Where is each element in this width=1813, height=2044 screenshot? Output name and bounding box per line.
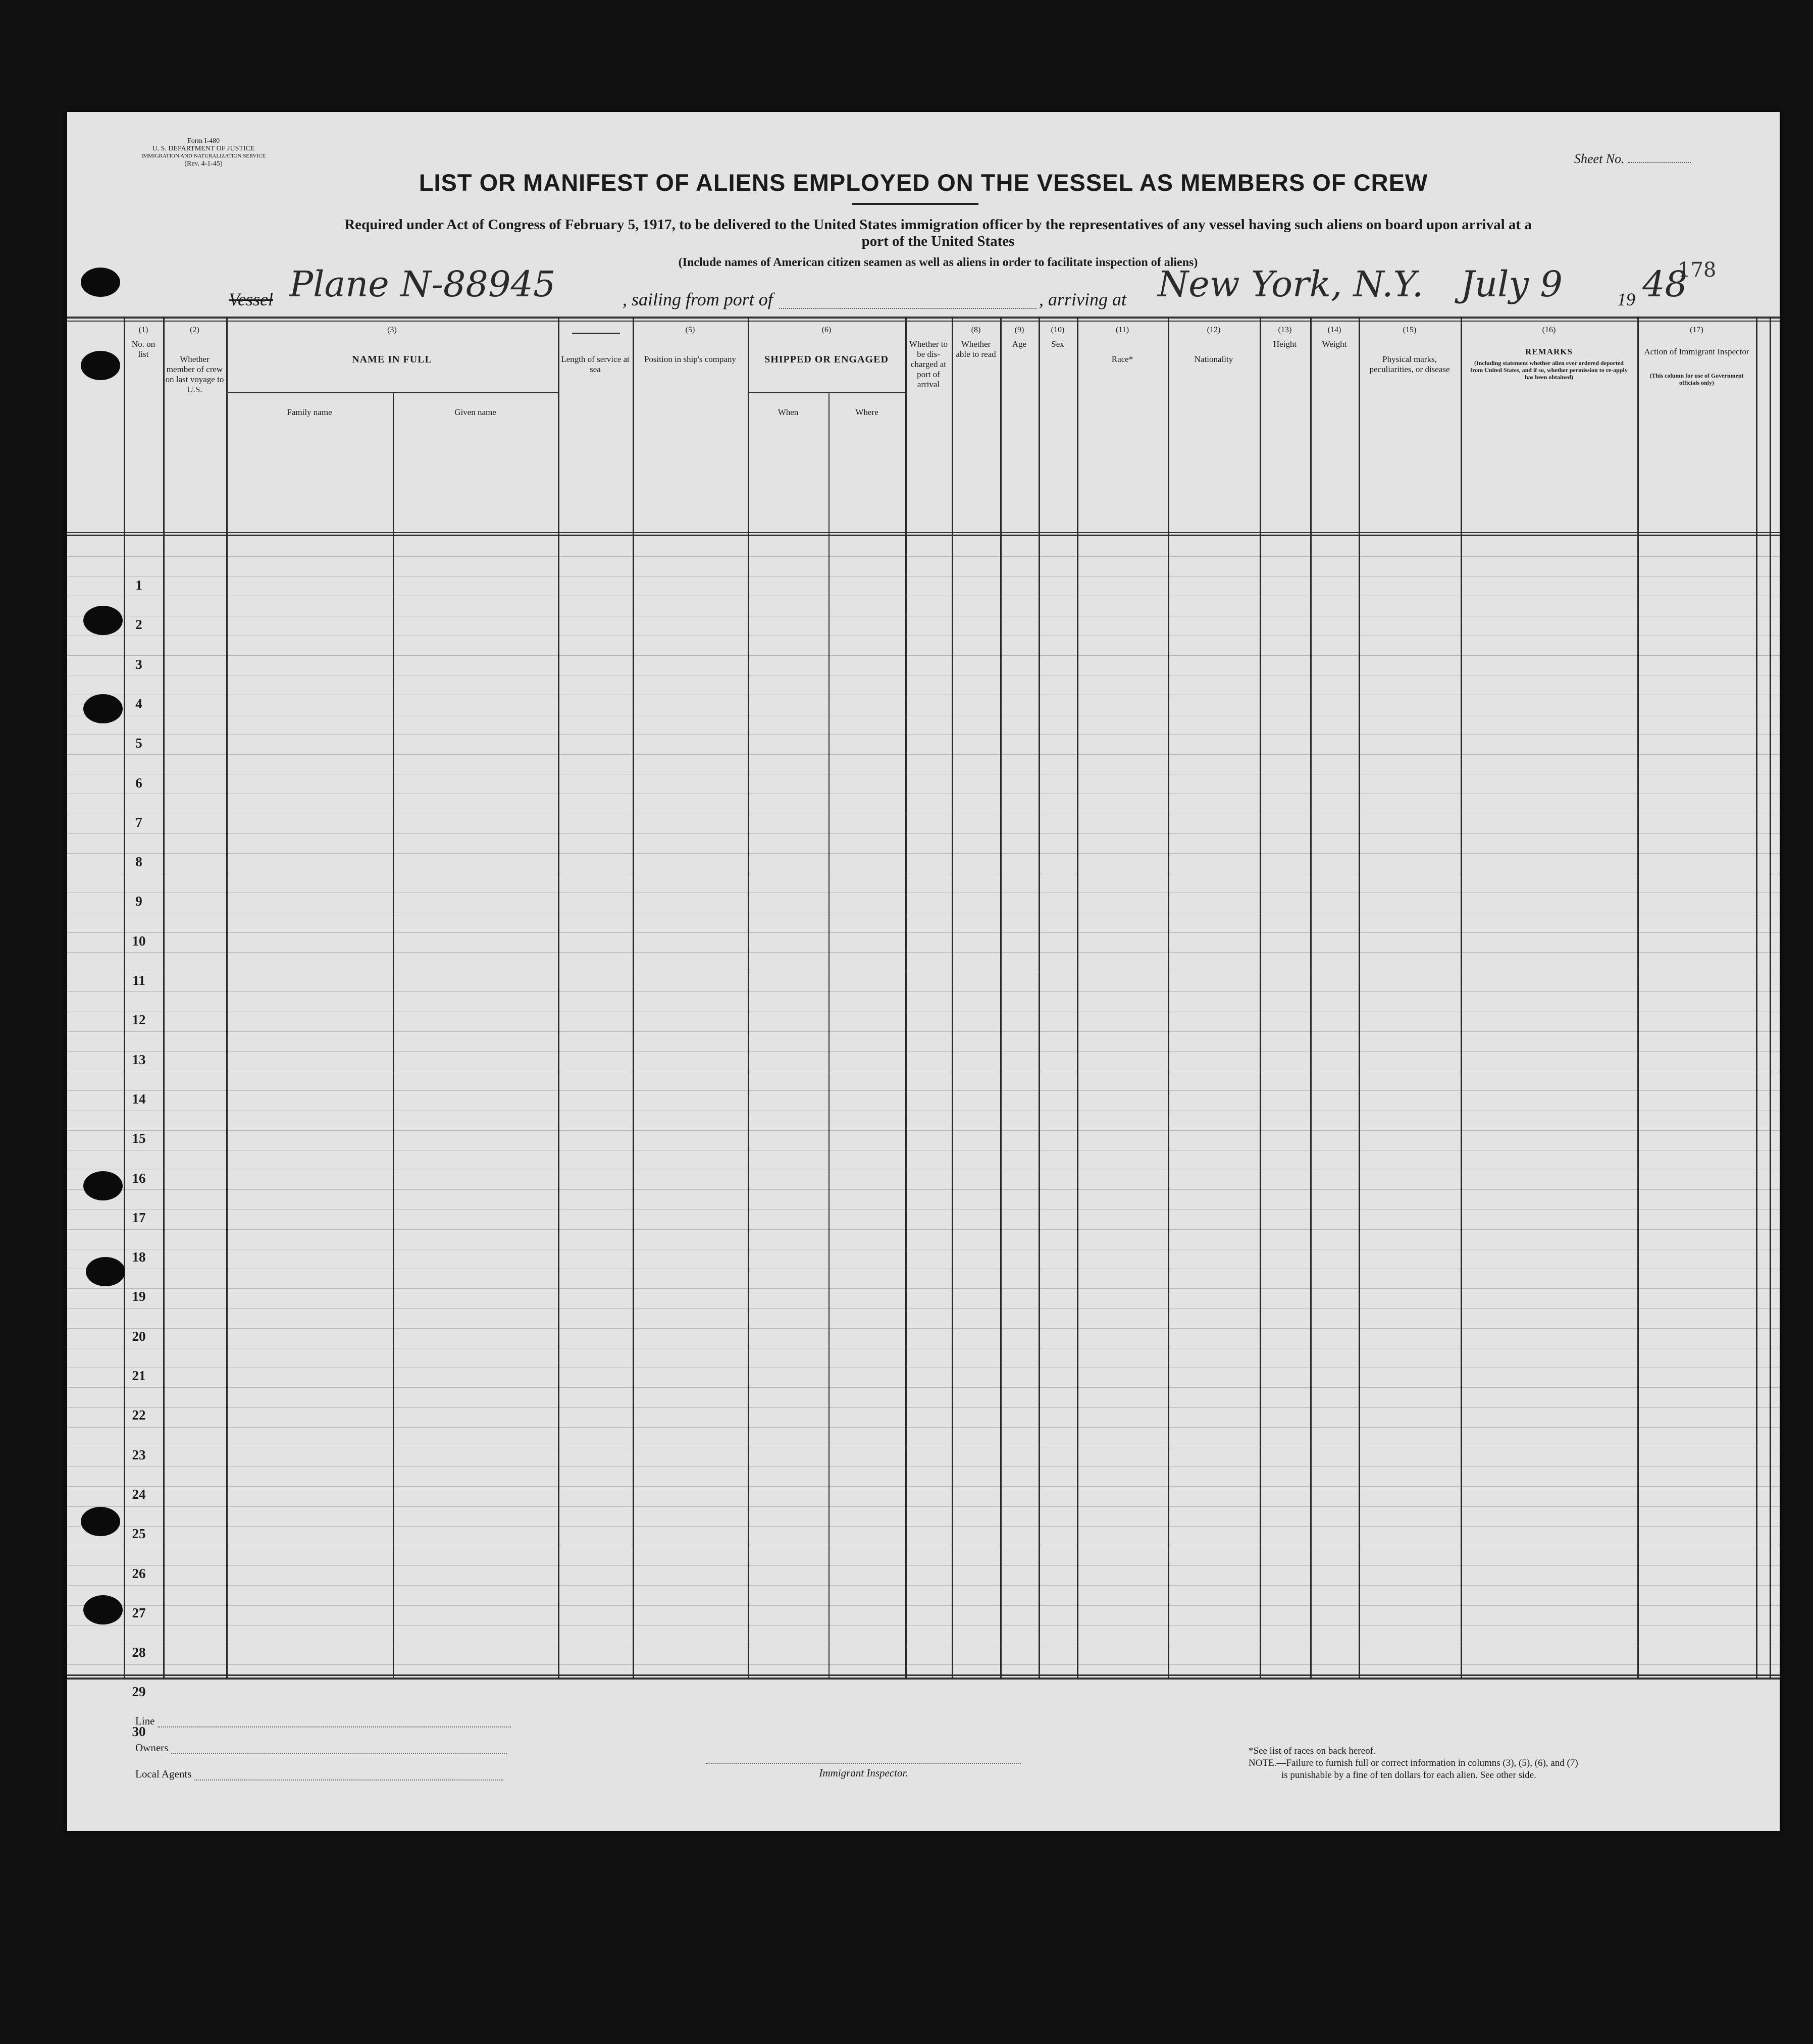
footer-line-label: Line bbox=[135, 1715, 155, 1727]
row-number: 9 bbox=[135, 894, 142, 909]
subheader-rule bbox=[226, 392, 558, 393]
ruled-line bbox=[67, 853, 1780, 854]
column-rule bbox=[1770, 317, 1771, 1680]
sailing-port-field[interactable] bbox=[779, 308, 1037, 309]
punch-hole bbox=[86, 1257, 125, 1286]
row-number: 3 bbox=[135, 656, 142, 672]
ruled-line bbox=[67, 1189, 1780, 1190]
ruled-line bbox=[67, 1387, 1780, 1388]
header-dash bbox=[572, 333, 620, 334]
column-rule bbox=[558, 317, 559, 1680]
footer-line-blank bbox=[158, 1726, 511, 1727]
column-header-13: Height bbox=[1273, 339, 1297, 349]
ruled-line bbox=[67, 952, 1780, 953]
column-header-11: Race* bbox=[1111, 354, 1133, 364]
subcolumn-header: Where bbox=[855, 407, 878, 417]
ruled-line bbox=[67, 1486, 1780, 1487]
subcolumn-rule bbox=[828, 392, 830, 1680]
manifest-sheet bbox=[67, 112, 1780, 1831]
ruled-line bbox=[67, 833, 1780, 834]
ruled-line bbox=[67, 754, 1780, 755]
column-number: (17) bbox=[1690, 326, 1703, 334]
row-number: 8 bbox=[135, 854, 142, 870]
service-name: IMMIGRATION AND NATURALIZATION SERVICE bbox=[141, 153, 266, 159]
subcolumn-rule bbox=[393, 392, 394, 1680]
footer-agents-label: Local Agents bbox=[135, 1768, 192, 1780]
sheet-number-blank bbox=[1628, 162, 1691, 163]
ruled-line bbox=[67, 1288, 1780, 1289]
row-number: 23 bbox=[132, 1447, 146, 1462]
ruled-line bbox=[67, 1605, 1780, 1606]
punch-hole bbox=[83, 606, 123, 635]
punch-hole bbox=[81, 351, 120, 380]
column-header-3: NAME IN FULL bbox=[352, 354, 432, 365]
vessel-name-field[interactable]: Plane N-88945 bbox=[289, 264, 556, 305]
ruled-line bbox=[67, 1526, 1780, 1527]
footer-owners-blank bbox=[171, 1753, 507, 1754]
column-header-12: Nationality bbox=[1194, 354, 1233, 364]
requirement-text-cont: port of the United States bbox=[861, 233, 1015, 249]
vessel-label: Vessel bbox=[229, 289, 273, 309]
punch-hole bbox=[81, 1507, 120, 1536]
column-header-1: No. on list bbox=[131, 339, 156, 359]
table-top-rule bbox=[67, 321, 1780, 322]
year-prefix: 19 bbox=[1617, 289, 1635, 309]
row-number: 30 bbox=[132, 1723, 146, 1739]
row-number: 7 bbox=[135, 814, 142, 830]
handwritten-page-number: 178 bbox=[1678, 258, 1717, 282]
row-number: 16 bbox=[132, 1170, 146, 1186]
column-rule bbox=[952, 317, 953, 1680]
column-rule bbox=[1310, 317, 1312, 1680]
year-field[interactable]: 48 bbox=[1642, 264, 1688, 305]
column-rule bbox=[1637, 317, 1639, 1680]
column-header-note: (This column for use of Government officials only) bbox=[1649, 372, 1744, 386]
column-header-15: Physical marks, peculiarities, or disease bbox=[1369, 354, 1450, 374]
form-number: Form I-480 bbox=[187, 137, 220, 145]
row-number: 28 bbox=[132, 1645, 146, 1660]
arriving-label: , arriving at bbox=[1039, 289, 1127, 309]
column-rule bbox=[163, 317, 165, 1680]
department-name: U. S. DEPARTMENT OF JUSTICE bbox=[152, 145, 255, 152]
subcolumn-header: When bbox=[778, 407, 799, 417]
column-header-4: Length of service at sea bbox=[561, 354, 630, 374]
column-rule bbox=[1168, 317, 1169, 1680]
footer-agents-blank bbox=[194, 1779, 503, 1780]
row-number: 5 bbox=[135, 736, 142, 751]
column-rule bbox=[1077, 317, 1078, 1680]
arriving-port-field[interactable]: New York, N.Y. bbox=[1158, 264, 1423, 305]
column-number: (13) bbox=[1278, 326, 1292, 334]
column-header-2: Whether member of crew on last voyage to U.S. bbox=[165, 354, 224, 394]
requirement-text: Required under Act of Congress of February 5, 1917, to be delivered to the United States immigration officer by the representatives of any vessel having such aliens on board upon arrival at a bbox=[344, 217, 1532, 233]
column-header-14: Weight bbox=[1322, 339, 1347, 349]
table-bottom-rule bbox=[67, 1674, 1780, 1676]
ruled-line bbox=[67, 1407, 1780, 1408]
subheader-rule bbox=[748, 392, 905, 393]
column-number: (5) bbox=[685, 326, 695, 334]
ruled-line bbox=[67, 1229, 1780, 1230]
column-rule bbox=[1461, 317, 1462, 1680]
penalty-note-2: is punishable by a fine of ten dollars for each alien. See other side. bbox=[1281, 1770, 1536, 1780]
row-number: 19 bbox=[132, 1289, 146, 1304]
column-rule bbox=[1039, 317, 1040, 1680]
footer-line-field[interactable] bbox=[135, 1715, 511, 1727]
requirement-note: (Include names of American citizen seamen as well as aliens in order to facilitate inspection of aliens) bbox=[678, 256, 1198, 269]
column-header-6: SHIPPED OR ENGAGED bbox=[764, 354, 889, 365]
ruled-line bbox=[67, 991, 1780, 992]
column-rule bbox=[1260, 317, 1261, 1680]
row-number: 13 bbox=[132, 1052, 146, 1067]
column-number: (3) bbox=[387, 326, 397, 334]
sheet-number-field[interactable] bbox=[1574, 151, 1691, 167]
ruled-line bbox=[67, 1565, 1780, 1566]
arrival-date-field[interactable]: July 9 bbox=[1461, 264, 1563, 305]
punch-hole bbox=[83, 1595, 123, 1624]
column-rule bbox=[124, 317, 125, 1680]
column-rule bbox=[748, 317, 749, 1680]
sheet-number-label: Sheet No. bbox=[1574, 151, 1625, 166]
column-number: (6) bbox=[821, 326, 832, 334]
ruled-line bbox=[67, 1506, 1780, 1507]
column-header-note: (Including statement whether alien ever ordered deported from United States, and if so, whether permission to re-apply has been obtained) bbox=[1470, 359, 1628, 381]
footer-notes bbox=[1249, 1745, 1753, 1781]
ruled-line bbox=[67, 1427, 1780, 1428]
penalty-note-1: NOTE.—Failure to furnish full or correct information in columns (3), (5), (6), and (7) bbox=[1249, 1758, 1578, 1768]
column-header-8: Whether able to read bbox=[956, 339, 996, 359]
ruled-line bbox=[67, 655, 1780, 656]
row-number: 27 bbox=[132, 1605, 146, 1620]
header-bottom-rule bbox=[67, 532, 1780, 533]
ruled-line bbox=[67, 932, 1780, 933]
subcolumn-header: Family name bbox=[287, 407, 332, 417]
punch-hole bbox=[81, 268, 120, 297]
column-rule bbox=[226, 317, 228, 1680]
column-header-17: Action of Immigrant Inspector bbox=[1644, 347, 1749, 356]
column-header-16: REMARKS bbox=[1525, 347, 1573, 356]
races-note: *See list of races on back hereof. bbox=[1249, 1746, 1376, 1756]
ruled-line bbox=[67, 1051, 1780, 1052]
ruled-line bbox=[67, 1308, 1780, 1309]
ruled-line bbox=[67, 1328, 1780, 1329]
ruled-line bbox=[67, 1130, 1780, 1131]
form-revision: (Rev. 4-1-45) bbox=[184, 160, 223, 168]
column-header-7: Whether to be dis-charged at port of arrival bbox=[909, 339, 948, 389]
row-number: 15 bbox=[132, 1131, 146, 1146]
footer-owners-label: Owners bbox=[135, 1742, 169, 1754]
subcolumn-header: Given name bbox=[454, 407, 496, 417]
ruled-line bbox=[67, 1625, 1780, 1626]
inspector-signature-field[interactable] bbox=[706, 1763, 1021, 1779]
inspector-label: Immigrant Inspector. bbox=[819, 1767, 908, 1779]
row-number: 1 bbox=[135, 578, 142, 593]
column-rule bbox=[1756, 317, 1757, 1680]
row-number: 21 bbox=[132, 1368, 146, 1383]
row-number: 22 bbox=[132, 1407, 146, 1423]
row-number: 29 bbox=[132, 1684, 146, 1700]
column-number: (11) bbox=[1115, 326, 1129, 334]
column-number: (2) bbox=[190, 326, 199, 334]
footer-agents-field[interactable] bbox=[135, 1768, 503, 1780]
footer-owners-field[interactable] bbox=[135, 1742, 507, 1754]
column-number: (12) bbox=[1207, 326, 1221, 334]
column-number: (15) bbox=[1403, 326, 1417, 334]
sailing-label: , sailing from port of bbox=[623, 289, 773, 309]
column-rule bbox=[905, 317, 907, 1680]
column-rule bbox=[1359, 317, 1360, 1680]
ruled-line bbox=[67, 1585, 1780, 1586]
column-number: (16) bbox=[1542, 326, 1556, 334]
page-title: LIST OR MANIFEST OF ALIENS EMPLOYED ON THE VESSEL AS MEMBERS OF CREW bbox=[419, 169, 1428, 196]
header-bottom-rule bbox=[67, 535, 1780, 536]
row-number: 10 bbox=[132, 933, 146, 949]
ruled-line bbox=[67, 1664, 1780, 1665]
column-rule bbox=[1000, 317, 1002, 1680]
column-number: (14) bbox=[1327, 326, 1341, 334]
row-number: 4 bbox=[135, 696, 142, 711]
row-number: 18 bbox=[132, 1249, 146, 1265]
column-number: (10) bbox=[1051, 326, 1065, 334]
row-number: 26 bbox=[132, 1565, 146, 1581]
row-number: 24 bbox=[132, 1486, 146, 1502]
row-number: 6 bbox=[135, 775, 142, 791]
column-header-10: Sex bbox=[1051, 339, 1064, 349]
ruled-line bbox=[67, 1466, 1780, 1467]
column-rule bbox=[633, 317, 634, 1680]
table-bottom-rule bbox=[67, 1678, 1780, 1680]
table-top-rule bbox=[67, 317, 1780, 319]
row-number: 14 bbox=[132, 1091, 146, 1107]
row-number: 2 bbox=[135, 617, 142, 633]
column-number: (8) bbox=[971, 326, 981, 334]
row-number: 25 bbox=[132, 1526, 146, 1542]
row-number: 20 bbox=[132, 1328, 146, 1344]
column-number: (1) bbox=[138, 326, 148, 334]
punch-hole bbox=[83, 694, 123, 723]
form-header bbox=[133, 137, 274, 168]
column-header-9: Age bbox=[1012, 339, 1027, 349]
ruled-line bbox=[67, 556, 1780, 557]
row-number: 17 bbox=[132, 1210, 146, 1225]
title-divider bbox=[852, 203, 978, 205]
row-number: 11 bbox=[132, 973, 145, 988]
row-number: 12 bbox=[132, 1012, 146, 1028]
punch-hole bbox=[83, 1171, 123, 1200]
column-number: (9) bbox=[1014, 326, 1024, 334]
column-header-5: Position in ship's company bbox=[644, 354, 737, 364]
ruled-line bbox=[67, 1031, 1780, 1032]
ruled-line bbox=[67, 1090, 1780, 1091]
